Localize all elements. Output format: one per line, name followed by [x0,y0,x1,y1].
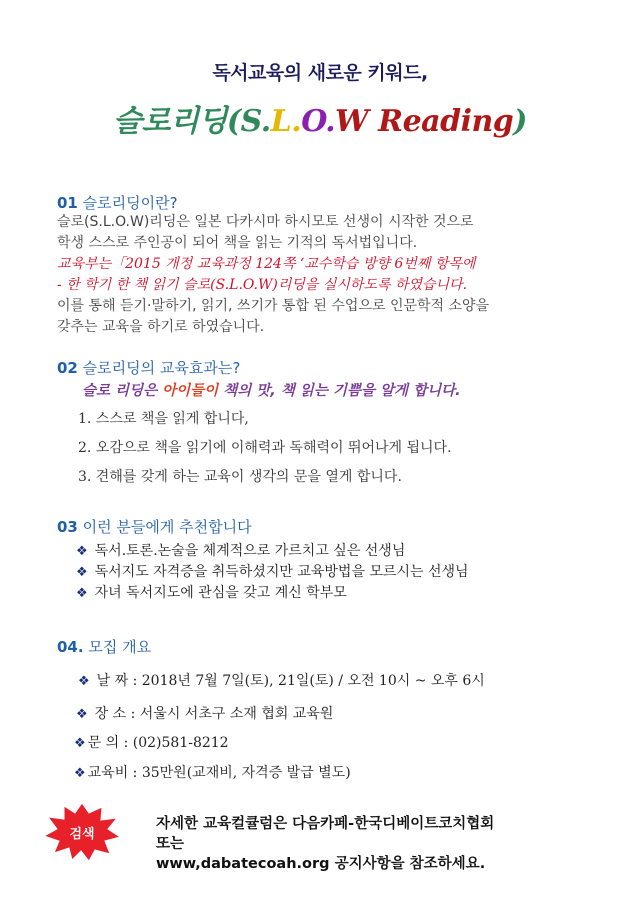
section3-item-2 [76,561,469,581]
title-prefix: 슬로리딩( [112,104,241,139]
recruit-place-text: 장 소 : 서울시 서초구 소재 협회 교육원 [94,706,334,722]
diamond-bullet-icon: ❖ [74,766,86,781]
section3-heading [57,516,252,537]
section1-para2-line2: 갖추는 교육을 하기로 하였습니다. [57,319,265,335]
section2-item-1: 1. 스스로 책을 읽게 합니다, [78,411,249,427]
recruit-date-text: 날 짜 : 2018년 7월 7일(토), 21일(토) / 오전 10시 ~ 오후 6시 [96,673,485,689]
section3-item-text: 독서지도 자격증을 취득하셨지만 교육방법을 모르시는 선생님 [94,564,469,580]
diamond-bullet-icon: ❖ [74,736,86,751]
highlight-part-b: 아이들이 [162,383,224,399]
section4-number: 04. [57,638,84,656]
search-badge [44,803,120,861]
section4-title: 모집 개요 [88,638,152,656]
title-letter-s: S. [240,104,271,139]
header-title [0,96,640,140]
footer-line1: 자세한 교육컬큘럼은 다음카페-한국디베이트코치협회 [156,816,495,832]
section2-number: 02 [57,359,78,377]
recruit-date [78,670,485,690]
section3-item-3 [76,582,347,602]
diamond-bullet-icon: ❖ [76,707,88,722]
section1-para1-line2: 학생 스스로 주인공이 되어 책을 읽는 기적의 독서법입니다. [57,235,418,251]
title-letter-o: O. [301,104,336,139]
footer-line3: www,dabatecoah.org 공지사항을 참조하세요. [156,856,486,872]
section4-heading [57,636,151,657]
diamond-bullet-icon: ❖ [78,674,90,689]
diamond-bullet-icon: ❖ [76,586,88,601]
section1-title: 슬로리딩이란? [82,194,178,212]
section2-item-2: 2. 오감으로 책을 읽기에 이해력과 독해력이 뛰어나게 됩니다. [78,440,452,456]
section2-heading [57,357,240,378]
section1-number: 01 [57,194,78,212]
search-badge-label: 검색 [69,827,95,842]
section1-para1-line1: 슬로(S.L.O.W)리딩은 일본 다카시마 하시모토 선생이 시작한 것으로 [57,214,474,230]
section1-red-line2: - 한 학기 한 책 읽기 슬로(S.L.O.W)리딩을 실시하도록 하였습니다. [57,277,468,293]
recruit-fee [74,762,351,782]
recruit-contact-text: 문 의 : (02)581-8212 [87,735,229,751]
diamond-bullet-icon: ❖ [76,565,88,580]
title-w-reading: W Reading [335,104,514,139]
section1-heading [57,192,178,213]
section3-number: 03 [57,518,78,536]
section2-title: 슬로리딩의 교육효과는? [82,359,241,377]
section1-red-line1: 교육부는「2015 개정 교육과정 124쪽 ‘교수학습 방향 6번째 항목에 [57,256,476,272]
section2-item-3: 3. 견해를 갖게 하는 교육이 생각의 문을 열게 합니다. [78,469,402,485]
recruit-place [76,703,333,723]
header-subtitle: 독서교육의 새로운 키워드, [212,62,428,84]
section2-highlight [82,379,461,400]
recruit-fee-text: 교육비 : 35만원(교재비, 자격증 발급 별도) [87,765,351,781]
section1-para2-line1: 이를 통해 듣기·말하기, 읽기, 쓰기가 통합 된 수업으로 인문학적 소양을 [57,298,490,314]
section3-item-text: 자녀 독서지도에 관심을 갖고 계신 학부모 [94,585,347,601]
title-letter-l: L. [270,104,302,139]
title-suffix: ) [513,104,527,139]
recruit-contact [74,732,229,752]
section3-title: 이런 분들에게 추천합니다 [82,518,252,536]
highlight-part-a: 슬로 리딩은 [82,383,163,399]
diamond-bullet-icon: ❖ [76,544,88,559]
footer-line2: 또는 [156,836,185,852]
highlight-part-c: 책의 맛, 책 읽는 기쁨을 알게 합니다. [223,383,461,399]
section3-item-text: 독서.토론.논술을 체계적으로 가르치고 싶은 선생님 [94,543,406,559]
section3-item-1 [76,540,405,560]
